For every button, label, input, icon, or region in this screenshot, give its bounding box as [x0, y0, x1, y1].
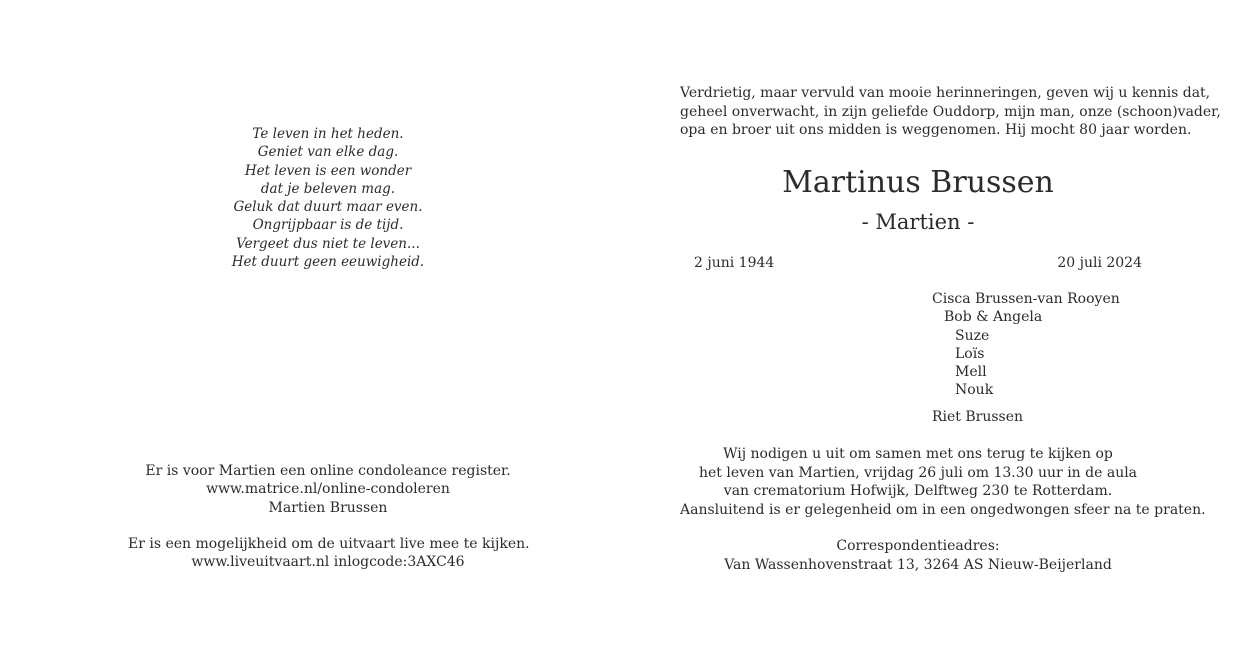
family-grandchild: Loïs	[955, 345, 985, 362]
livestream-url: www.liveuitvaart.nl inlogcode:3AXC46	[191, 554, 465, 571]
family-sibling: Riet Brussen	[932, 408, 1024, 425]
spacer	[128, 517, 528, 535]
deceased-nickname: - Martien -	[861, 210, 975, 234]
family-children: Bob & Angela	[944, 309, 1043, 326]
poem-line: dat je beleven mag.	[260, 180, 396, 197]
intro-line: opa en broer uit ons midden is weggenomen. Hij mocht 80 jaar worden.	[680, 122, 1192, 138]
poem-line: Het duurt geen eeuwigheid.	[231, 254, 425, 271]
correspondence-label: Correspondentieadres:	[836, 538, 1000, 554]
birth-date: 2 juni 1944	[694, 255, 775, 271]
poem-line: Het leven is een wonder	[244, 162, 412, 179]
family-grandchild: Suze	[955, 327, 990, 344]
correspondence-address: Van Wassenhovenstraat 13, 3264 AS Nieuw-Beijerland	[724, 556, 1112, 573]
invitation-line: het leven van Martien, vrijdag 26 juli om 13.30 uur in de aula	[698, 464, 1138, 481]
condolence-info	[128, 462, 528, 571]
poem-line: Te leven in het heden.	[252, 126, 404, 142]
deceased-name: Martinus Brussen	[782, 165, 1054, 200]
spacer	[932, 400, 1120, 408]
announcement-intro	[680, 84, 1221, 140]
family-grandchild: Nouk	[955, 382, 994, 399]
family-list	[932, 290, 1120, 426]
invitation	[680, 445, 1206, 574]
poem-line: Geluk dat duurt maar even.	[233, 199, 423, 216]
family-grandchild: Mell	[955, 364, 987, 381]
invitation-line: Wij nodigen u uit om samen met ons terug te kijken op	[723, 446, 1113, 462]
intro-line: Verdrietig, maar vervuld van mooie herinneringen, geven wij u kennis dat,	[680, 85, 1211, 101]
invitation-line: Aansluitend is er gelegenheid om in een ongedwongen sfeer na te praten.	[680, 501, 1206, 518]
invitation-line: van crematorium Hofwijk, Delftweg 230 te Rotterdam.	[723, 483, 1113, 499]
death-date: 20 juli 2024	[1057, 255, 1142, 271]
condolence-text: Er is voor Martien een online condoleance register.	[145, 463, 511, 479]
poem-line: Vergeet dus niet te leven...	[236, 235, 420, 252]
poem	[178, 125, 478, 271]
intro-line: geheel onverwacht, in zijn geliefde Ouddorp, mijn man, onze (schoon)vader,	[680, 103, 1221, 120]
poem-line: Geniet van elke dag.	[257, 144, 399, 161]
spacer	[680, 519, 1156, 537]
condolence-url: www.matrice.nl/online-condoleren	[206, 481, 450, 498]
poem-line: Ongrijpbaar is de tijd.	[252, 217, 404, 234]
family-spouse: Cisca Brussen-van Rooyen	[932, 291, 1120, 307]
condolence-name: Martien Brussen	[268, 499, 388, 516]
livestream-text: Er is een mogelijkheid om de uitvaart live mee te kijken.	[128, 535, 530, 552]
